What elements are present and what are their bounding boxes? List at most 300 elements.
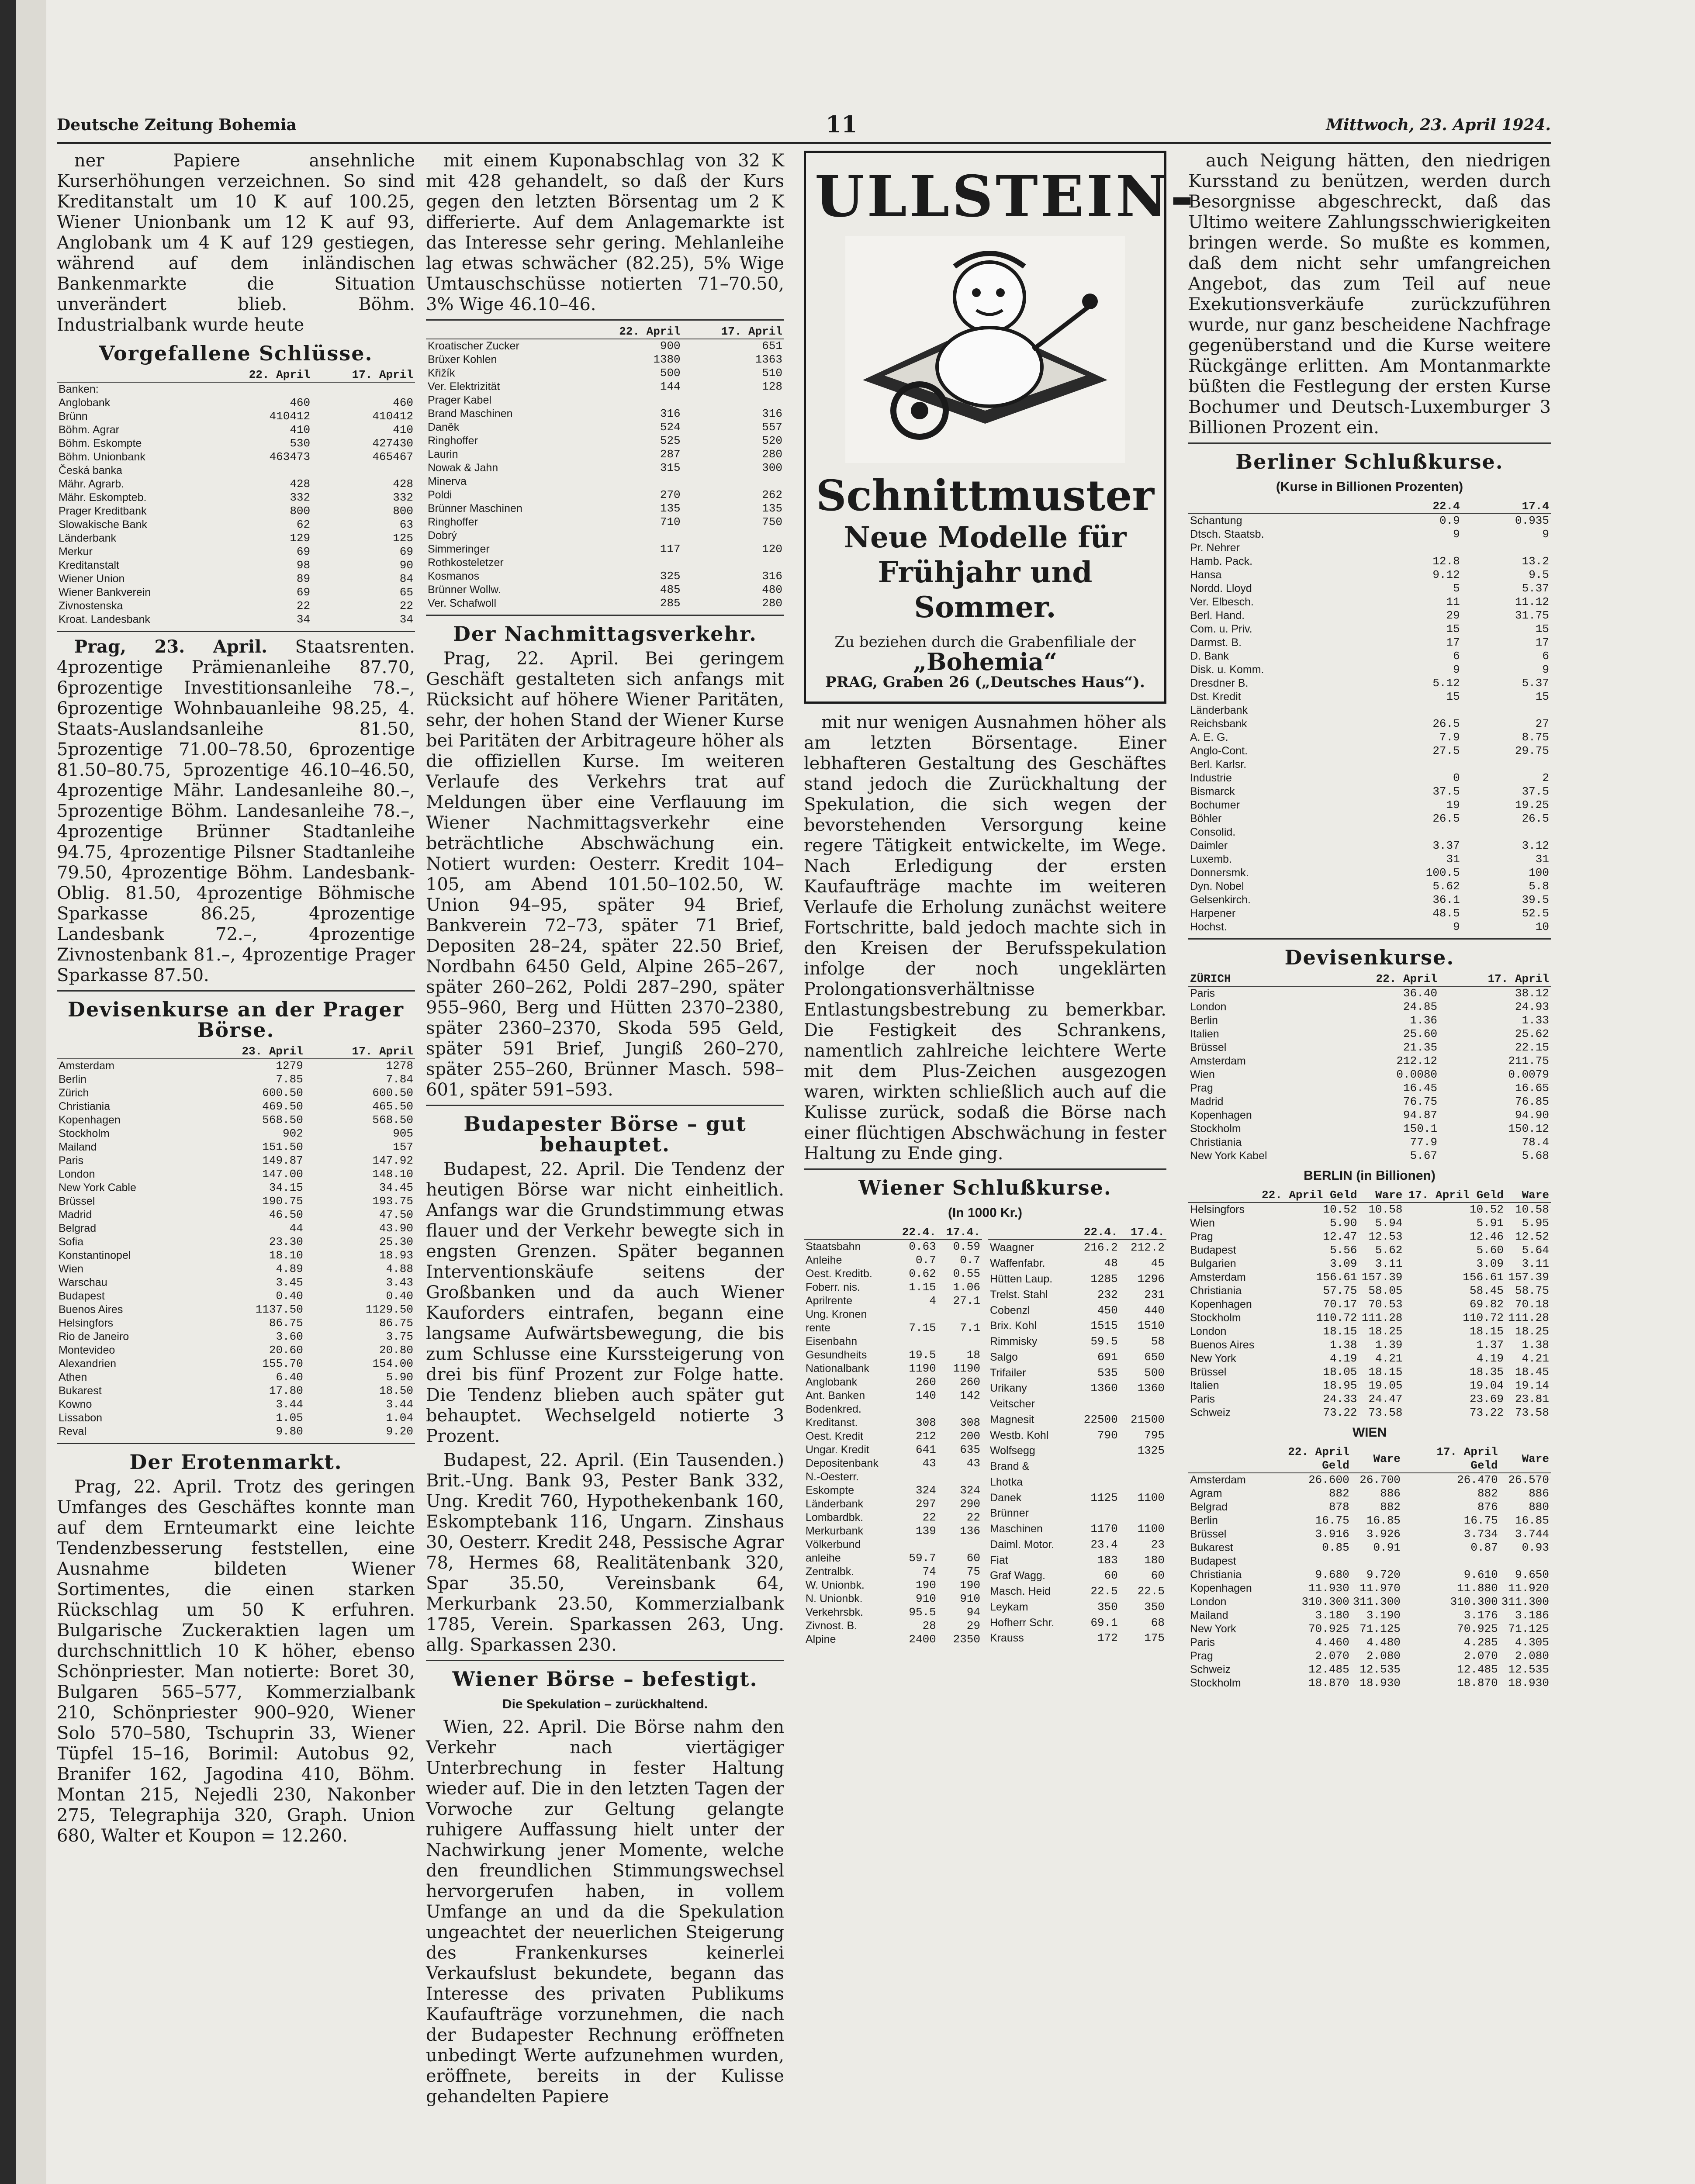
table-row xyxy=(988,1303,1166,1318)
table-cell xyxy=(1073,1474,1120,1490)
table-cell: 95.5 xyxy=(909,1606,936,1619)
table-cell xyxy=(1462,704,1551,717)
table-cell: 316 xyxy=(660,407,681,420)
table-cell: 22.15 xyxy=(1515,1041,1549,1054)
table-cell: 1.36 xyxy=(1410,1014,1438,1027)
table-row xyxy=(426,583,784,597)
table-cell: 48.5 xyxy=(1432,907,1460,920)
industry-table xyxy=(426,325,784,610)
row-label: Oest. Kredit xyxy=(806,1430,863,1442)
table-cell xyxy=(312,464,415,477)
table-cell: 651 xyxy=(762,339,782,352)
table-row xyxy=(804,1579,982,1592)
table-cell: 12.485 xyxy=(1457,1663,1498,1676)
table-cell: 1.33 xyxy=(1522,1014,1549,1027)
article-paragraph: Prag, 22. April. Trotz des geringen Umfanges des Geschäftes konnte man auf dem Ernteumarkt eine leichte Tendenzbesserung feststellen, eine Ausnahme bildeten Wiener Sortimentes, die einen starken Rückschlag um 50 K erfuhren. Bulgarische Zuckeraktien lagen um durchschnittlich 10 K höher, ebenso Schönpriester. Man notierte: Boret 30, Bulgaren 565–577, Kommerzialbank 210, Schönpriester 900–920, Wiener Solo 570–580, Tschuprin 33, Wiener Tüpfel 15–16, Borimil: Autobus 92, Branifer 162, Jagodina 410, Böhm. Montan 215, Nejedli 230, Nakonber 275, Telegraphija 320, Graph. Union 680, Walter et Koupon = 12.260. xyxy=(57,1477,415,1846)
row-label: Cobenzl xyxy=(990,1304,1030,1317)
row-label: Waagner xyxy=(990,1241,1034,1254)
table-unit: (in Billionen) xyxy=(1356,1168,1436,1183)
table-cell xyxy=(580,556,682,570)
row-label: Aprilrente xyxy=(806,1295,852,1307)
ad-note: Zu beziehen durch die Grabenfiliale der xyxy=(834,633,1136,651)
table-cell: 1515 xyxy=(1090,1319,1118,1333)
table-row xyxy=(57,437,415,450)
table-cell: 3.734 xyxy=(1463,1527,1498,1541)
table-cell: 216.2 xyxy=(1083,1241,1118,1254)
table-row xyxy=(426,475,784,488)
row-label: Zentralbk. xyxy=(806,1565,854,1578)
table-cell: 1278 xyxy=(386,1059,413,1072)
row-label: Brünner Wollw. xyxy=(428,584,501,596)
table-row xyxy=(1188,1068,1551,1082)
row-label: Lissabon xyxy=(59,1412,103,1424)
table-cell: 311.300 xyxy=(1353,1595,1401,1608)
table-cell: 1.37 xyxy=(1476,1338,1504,1351)
table-cell: 71.125 xyxy=(1508,1622,1549,1635)
table-cell: 34.45 xyxy=(379,1181,413,1194)
table-cell: 878 xyxy=(1328,1500,1349,1514)
table-cell xyxy=(938,1403,982,1416)
table-row xyxy=(1188,1379,1551,1393)
column-header: 17.4. xyxy=(938,1226,982,1240)
table-cell: 44 xyxy=(289,1222,303,1235)
table-row xyxy=(804,1375,982,1389)
row-label: Berl. Hand. xyxy=(1190,609,1245,622)
table-cell: 310.300 xyxy=(1450,1595,1498,1608)
section-title: Devisenkurse an der Prager Börse. xyxy=(68,998,404,1042)
table-cell: 84 xyxy=(399,572,413,585)
table-cell: 485 xyxy=(660,583,681,596)
table-cell: 4.480 xyxy=(1366,1636,1401,1649)
row-label: Ant. Banken xyxy=(806,1389,865,1402)
row-label: Stockholm xyxy=(1190,1677,1241,1689)
column-header: Ware xyxy=(1351,1445,1402,1473)
table-cell: 3.60 xyxy=(276,1330,303,1343)
row-label: Schweiz xyxy=(1190,1663,1231,1676)
table-cell: 190 xyxy=(960,1579,980,1592)
table-cell: 600.50 xyxy=(262,1086,303,1099)
table-cell: 22 xyxy=(922,1511,936,1524)
table-cell: 1.39 xyxy=(1375,1338,1403,1351)
table-row xyxy=(1188,798,1551,812)
table-cell: 155.70 xyxy=(262,1357,303,1370)
row-label: Brix. Kohl xyxy=(990,1320,1037,1332)
table-row xyxy=(57,1113,415,1127)
row-label: Berlin xyxy=(1190,1014,1218,1026)
table-title: WIEN xyxy=(1352,1425,1387,1440)
divider xyxy=(426,319,784,321)
table-cell: 37.5 xyxy=(1522,785,1549,798)
table-row xyxy=(57,1398,415,1411)
table-cell xyxy=(894,1470,938,1484)
table-cell: 750 xyxy=(762,515,782,529)
table-cell: 18.25 xyxy=(1515,1325,1549,1338)
table-cell: 60 xyxy=(1104,1569,1118,1583)
table-cell: 11.920 xyxy=(1508,1582,1549,1595)
table-cell: 21.35 xyxy=(1403,1041,1438,1054)
table-row xyxy=(988,1334,1166,1350)
berlin-close-table xyxy=(1188,500,1551,934)
row-label: Com. u. Priv. xyxy=(1190,623,1252,635)
table-cell: 3.180 xyxy=(1315,1609,1349,1622)
table-cell: 20.80 xyxy=(379,1344,413,1357)
table-cell: 69 xyxy=(296,586,311,599)
table-row xyxy=(426,488,784,502)
table-cell xyxy=(938,1470,982,1484)
table-cell: 11 xyxy=(1446,595,1460,608)
table-row xyxy=(804,1240,982,1254)
table-cell: 9.20 xyxy=(386,1425,413,1438)
row-label: Staatsbahn xyxy=(806,1241,861,1253)
row-label: Waffenfabr. xyxy=(990,1257,1045,1270)
row-label: rente xyxy=(806,1322,830,1334)
section-title: Der Erotenmarkt. xyxy=(129,1450,342,1474)
table-cell: 18.930 xyxy=(1508,1676,1549,1690)
table-cell: 128 xyxy=(762,380,782,393)
table-cell: 4.305 xyxy=(1515,1636,1549,1649)
table-cell: 3.11 xyxy=(1375,1257,1403,1270)
column-header: 17. April Geld xyxy=(1404,1189,1505,1203)
row-label: Česká banka xyxy=(59,464,122,477)
table-cell xyxy=(682,475,784,488)
column-header: 17. April xyxy=(312,368,415,382)
table-cell: 0.9 xyxy=(1439,514,1460,527)
table-cell: 568.50 xyxy=(372,1113,413,1127)
table-cell: 308 xyxy=(960,1416,980,1429)
row-label: Minerva xyxy=(428,475,467,487)
table-cell: 332 xyxy=(393,491,413,504)
row-label: Prag xyxy=(1190,1650,1213,1662)
table-row xyxy=(988,1459,1166,1475)
table-cell: 1125 xyxy=(1090,1491,1118,1504)
row-label: Böhm. Agrar xyxy=(59,424,119,436)
table-cell: 28 xyxy=(922,1619,936,1632)
table-cell xyxy=(1351,1555,1402,1568)
table-caption xyxy=(1188,1165,1551,1186)
column-header xyxy=(988,1226,1073,1240)
table-cell: 3.43 xyxy=(386,1276,413,1289)
table-row xyxy=(57,1425,415,1438)
table-row xyxy=(1188,785,1551,798)
table-cell: 59.7 xyxy=(909,1552,936,1565)
table-cell xyxy=(1254,1555,1351,1568)
table-cell: 11.930 xyxy=(1308,1582,1349,1595)
table-cell: 463473 xyxy=(269,450,311,463)
table-row xyxy=(1188,1041,1551,1054)
table-cell: 428 xyxy=(290,477,311,491)
row-label: Wiener Bankverein xyxy=(59,586,151,598)
table-row xyxy=(1188,1487,1551,1500)
table-cell: 12.46 xyxy=(1470,1230,1504,1243)
page-margin xyxy=(16,0,46,2184)
table-row xyxy=(1188,1636,1551,1649)
table-cell: 1100 xyxy=(1137,1491,1165,1504)
table-cell: 58.05 xyxy=(1368,1284,1403,1297)
table-cell: 12.535 xyxy=(1359,1663,1401,1676)
table-row xyxy=(57,396,415,410)
table-row xyxy=(1188,1244,1551,1257)
table-cell: 157.39 xyxy=(1361,1271,1403,1284)
row-label: Kroat. Landesbank xyxy=(59,613,150,625)
table-cell: 9.720 xyxy=(1366,1568,1401,1581)
table-cell: 0.87 xyxy=(1470,1541,1498,1554)
table-cell: 1279 xyxy=(276,1059,303,1072)
table-cell: 510 xyxy=(762,366,782,380)
table-cell: 11.880 xyxy=(1457,1582,1498,1595)
row-label: Christiania xyxy=(1190,1285,1242,1297)
table-cell xyxy=(1120,1506,1166,1521)
table-cell: 31 xyxy=(1446,853,1460,866)
row-label: Schweiz xyxy=(1190,1406,1231,1419)
table-cell: 0.40 xyxy=(276,1289,303,1303)
table-row xyxy=(804,1619,982,1633)
row-label: Zivnost. B. xyxy=(806,1620,858,1632)
table-row xyxy=(1188,1514,1551,1527)
table-cell: 0.0079 xyxy=(1508,1068,1549,1081)
table-cell: 410 xyxy=(290,423,311,436)
table-cell: 270 xyxy=(660,488,681,501)
table-cell: 27.1 xyxy=(953,1294,980,1307)
table-cell: 150.12 xyxy=(1508,1122,1549,1135)
table-row xyxy=(57,1140,415,1154)
table-cell: 16.75 xyxy=(1315,1514,1349,1527)
column-header: 22. April Geld xyxy=(1254,1445,1351,1473)
table-cell: 710 xyxy=(660,515,681,529)
table-cell: 0.59 xyxy=(953,1240,980,1253)
row-label: London xyxy=(1190,1001,1227,1013)
table-cell: 69.82 xyxy=(1470,1298,1504,1311)
table-cell xyxy=(209,464,312,477)
table-cell: 200 xyxy=(960,1430,980,1443)
table-row xyxy=(57,1127,415,1140)
table-cell: 297 xyxy=(915,1497,936,1510)
berlin-fx-table xyxy=(1188,1189,1551,1420)
table-cell: 193.75 xyxy=(372,1195,413,1208)
table-cell: 140 xyxy=(915,1389,936,1402)
divider xyxy=(1188,442,1551,444)
row-label: Laurin xyxy=(428,448,458,460)
table-row xyxy=(988,1474,1166,1490)
table-row xyxy=(426,380,784,394)
table-row xyxy=(1188,920,1551,934)
table-cell: 5.90 xyxy=(1330,1216,1357,1230)
table-cell: 410412 xyxy=(372,410,413,423)
table-row xyxy=(1188,1609,1551,1622)
table-cell: 800 xyxy=(290,505,311,518)
row-label: Amsterdam xyxy=(1190,1474,1246,1486)
table-row xyxy=(1188,1500,1551,1514)
row-label: Rothkosteletzer xyxy=(428,556,504,569)
table-cell: 520 xyxy=(762,434,782,447)
table-row xyxy=(57,1371,415,1384)
row-label: Buenos Aires xyxy=(59,1303,123,1316)
row-label: Helsingfors xyxy=(59,1317,114,1329)
table-cell: 57.75 xyxy=(1323,1284,1357,1297)
table-row xyxy=(804,1633,982,1646)
ad-address: PRAG, Graben 26 („Deutsches Haus“). xyxy=(825,674,1145,691)
table-cell xyxy=(1462,758,1551,771)
section-title: Berliner Schlußkurse. xyxy=(1235,450,1504,473)
issue-date: Mittwoch, 23. April 1924. xyxy=(1326,116,1551,134)
table-cell: 10.58 xyxy=(1515,1203,1549,1216)
table-cell: 9.12 xyxy=(1432,568,1460,581)
table-cell: 73.22 xyxy=(1470,1406,1504,1419)
table-cell: 557 xyxy=(762,421,782,434)
table-cell: 19 xyxy=(1446,798,1460,812)
table-cell: 18.15 xyxy=(1368,1365,1403,1379)
table-cell: 5.62 xyxy=(1432,880,1460,893)
table-row xyxy=(1188,1352,1551,1365)
table-cell: 795 xyxy=(1144,1428,1165,1442)
table-row xyxy=(1188,717,1551,731)
table-cell: 9 xyxy=(1542,528,1549,541)
table-row xyxy=(426,461,784,475)
table-cell: 18.25 xyxy=(1368,1325,1403,1338)
table-cell: 111.28 xyxy=(1508,1311,1549,1324)
row-label: Kreditanstalt xyxy=(59,559,119,571)
row-label: Hütten Laup. xyxy=(990,1273,1053,1286)
column-header xyxy=(57,368,209,382)
table-cell: 29 xyxy=(1446,609,1460,622)
row-label: Reval xyxy=(59,1425,86,1438)
table-cell: 332 xyxy=(290,491,311,504)
table-cell: 500 xyxy=(660,366,681,380)
table-row xyxy=(988,1521,1166,1537)
row-label: Westb. Kohl xyxy=(990,1429,1049,1441)
table-cell xyxy=(1373,826,1462,839)
table-cell: 211.75 xyxy=(1508,1054,1549,1068)
table-row xyxy=(1188,1365,1551,1379)
table-row xyxy=(988,1443,1166,1459)
table-cell: 465.50 xyxy=(372,1100,413,1113)
table-cell xyxy=(894,1308,938,1321)
table-row xyxy=(1188,1298,1551,1311)
table-cell: 5.12 xyxy=(1432,677,1460,690)
table-row xyxy=(426,502,784,515)
row-label: Madrid xyxy=(1190,1095,1224,1108)
table-cell: 117 xyxy=(660,543,681,556)
column-header: 23. April xyxy=(195,1045,305,1059)
table-cell: 111.28 xyxy=(1361,1311,1403,1324)
table-cell: 135 xyxy=(660,502,681,515)
table-cell: 0.0080 xyxy=(1396,1068,1438,1081)
table-row xyxy=(1188,853,1551,866)
table-row xyxy=(57,1181,415,1195)
table-cell: 151.50 xyxy=(262,1140,303,1154)
table-row xyxy=(57,599,415,613)
table-cell: 1.38 xyxy=(1330,1338,1357,1351)
table-cell: 635 xyxy=(960,1443,980,1456)
table-cell: 16.75 xyxy=(1463,1514,1498,1527)
row-label: Reichsbank xyxy=(1190,718,1247,730)
row-label: Belgrad xyxy=(1190,1501,1228,1513)
row-label: Ver. Schafwoll xyxy=(428,597,497,609)
table-cell: 9.610 xyxy=(1463,1568,1498,1581)
table-row xyxy=(57,1289,415,1303)
table-row xyxy=(1188,1216,1551,1230)
table-cell: 71.125 xyxy=(1359,1622,1401,1635)
table-row xyxy=(1188,595,1551,609)
table-row xyxy=(426,543,784,556)
table-cell xyxy=(682,556,784,570)
table-row xyxy=(1188,1338,1551,1352)
table-row xyxy=(804,1606,982,1619)
article-paragraph: Budapest, 22. April. (Ein Tausenden.) Brit.-Ung. Bank 93, Pester Bank 332, Ung. Kredit 760, Hypothekenbank 160, Eskomptebank 116, Ungarn. Zinshaus 30, Oesterr. Kredit 248, Pessische Agrar 78, Hermes 68, Realitätenbank 320, Spar 35.50, Vereinsbank 64, Merkurbank 23.50, Kommerzialbank 1785, Verein. Sparkassen 263, Ung. allg. Sparkassen 230. xyxy=(426,1450,784,1655)
table-row xyxy=(1188,1257,1551,1271)
table-cell: 7.85 xyxy=(276,1073,303,1086)
table-row xyxy=(57,613,415,626)
table-row xyxy=(1188,866,1551,880)
column-header: 22. April Geld xyxy=(1258,1189,1359,1203)
table-row xyxy=(988,1427,1166,1443)
table-row xyxy=(804,1538,982,1552)
table-row xyxy=(1188,663,1551,677)
row-label: Christiania xyxy=(1190,1569,1242,1581)
row-label: Stockholm xyxy=(1190,1123,1241,1135)
row-label: Wiener Union xyxy=(59,573,125,585)
table-row xyxy=(57,532,415,545)
row-label: London xyxy=(59,1168,95,1180)
table-row xyxy=(426,339,784,353)
table-cell: 910 xyxy=(915,1592,936,1605)
table-cell: 43.90 xyxy=(379,1222,413,1235)
section-title: Devisenkurse. xyxy=(1284,946,1455,969)
row-label: Dyn. Nobel xyxy=(1190,880,1244,892)
table-cell: 77.9 xyxy=(1410,1136,1438,1149)
table-row xyxy=(57,491,415,505)
table-row xyxy=(426,597,784,610)
table-cell: 3.190 xyxy=(1366,1609,1401,1622)
row-label: Kopenhagen xyxy=(1190,1109,1252,1121)
table-cell: 1360 xyxy=(1090,1382,1118,1395)
table-row xyxy=(426,515,784,529)
table-cell: 300 xyxy=(762,461,782,474)
table-cell: 154.00 xyxy=(372,1357,413,1370)
table-cell: 183 xyxy=(1097,1553,1118,1567)
table-row xyxy=(804,1443,982,1457)
row-label: Donnersmk. xyxy=(1190,867,1249,879)
row-label: Kroatischer Zucker xyxy=(428,340,519,352)
table-row xyxy=(426,394,784,407)
row-label: Berl. Karlsr. xyxy=(1190,758,1247,771)
table-cell: 2 xyxy=(1542,771,1549,784)
table-row xyxy=(804,1416,982,1430)
row-label: Depositenbank xyxy=(806,1457,879,1469)
divider xyxy=(57,631,415,632)
table-cell: 212 xyxy=(915,1430,936,1443)
table-row xyxy=(57,559,415,572)
row-label: Brüssel xyxy=(1190,1366,1227,1378)
table-row xyxy=(804,1294,982,1308)
table-row xyxy=(57,572,415,586)
table-cell: 1.06 xyxy=(953,1281,980,1294)
column-header: 17.4. xyxy=(1120,1226,1166,1240)
table-row xyxy=(1188,650,1551,663)
table-cell: 535 xyxy=(1097,1366,1118,1379)
table-cell: 886 xyxy=(1529,1487,1549,1500)
table-row xyxy=(988,1615,1166,1631)
advertisement xyxy=(804,151,1197,704)
column-header: Ware xyxy=(1505,1189,1551,1203)
table-cell: 9.80 xyxy=(276,1425,303,1438)
table-cell: 2400 xyxy=(909,1633,936,1646)
column-1 xyxy=(57,151,415,1850)
column-header xyxy=(426,325,580,339)
row-label: Zürich xyxy=(59,1087,89,1099)
row-label: anleihe xyxy=(806,1552,841,1564)
row-label: Nationalbank xyxy=(806,1362,869,1375)
table-cell: 60 xyxy=(966,1552,980,1565)
